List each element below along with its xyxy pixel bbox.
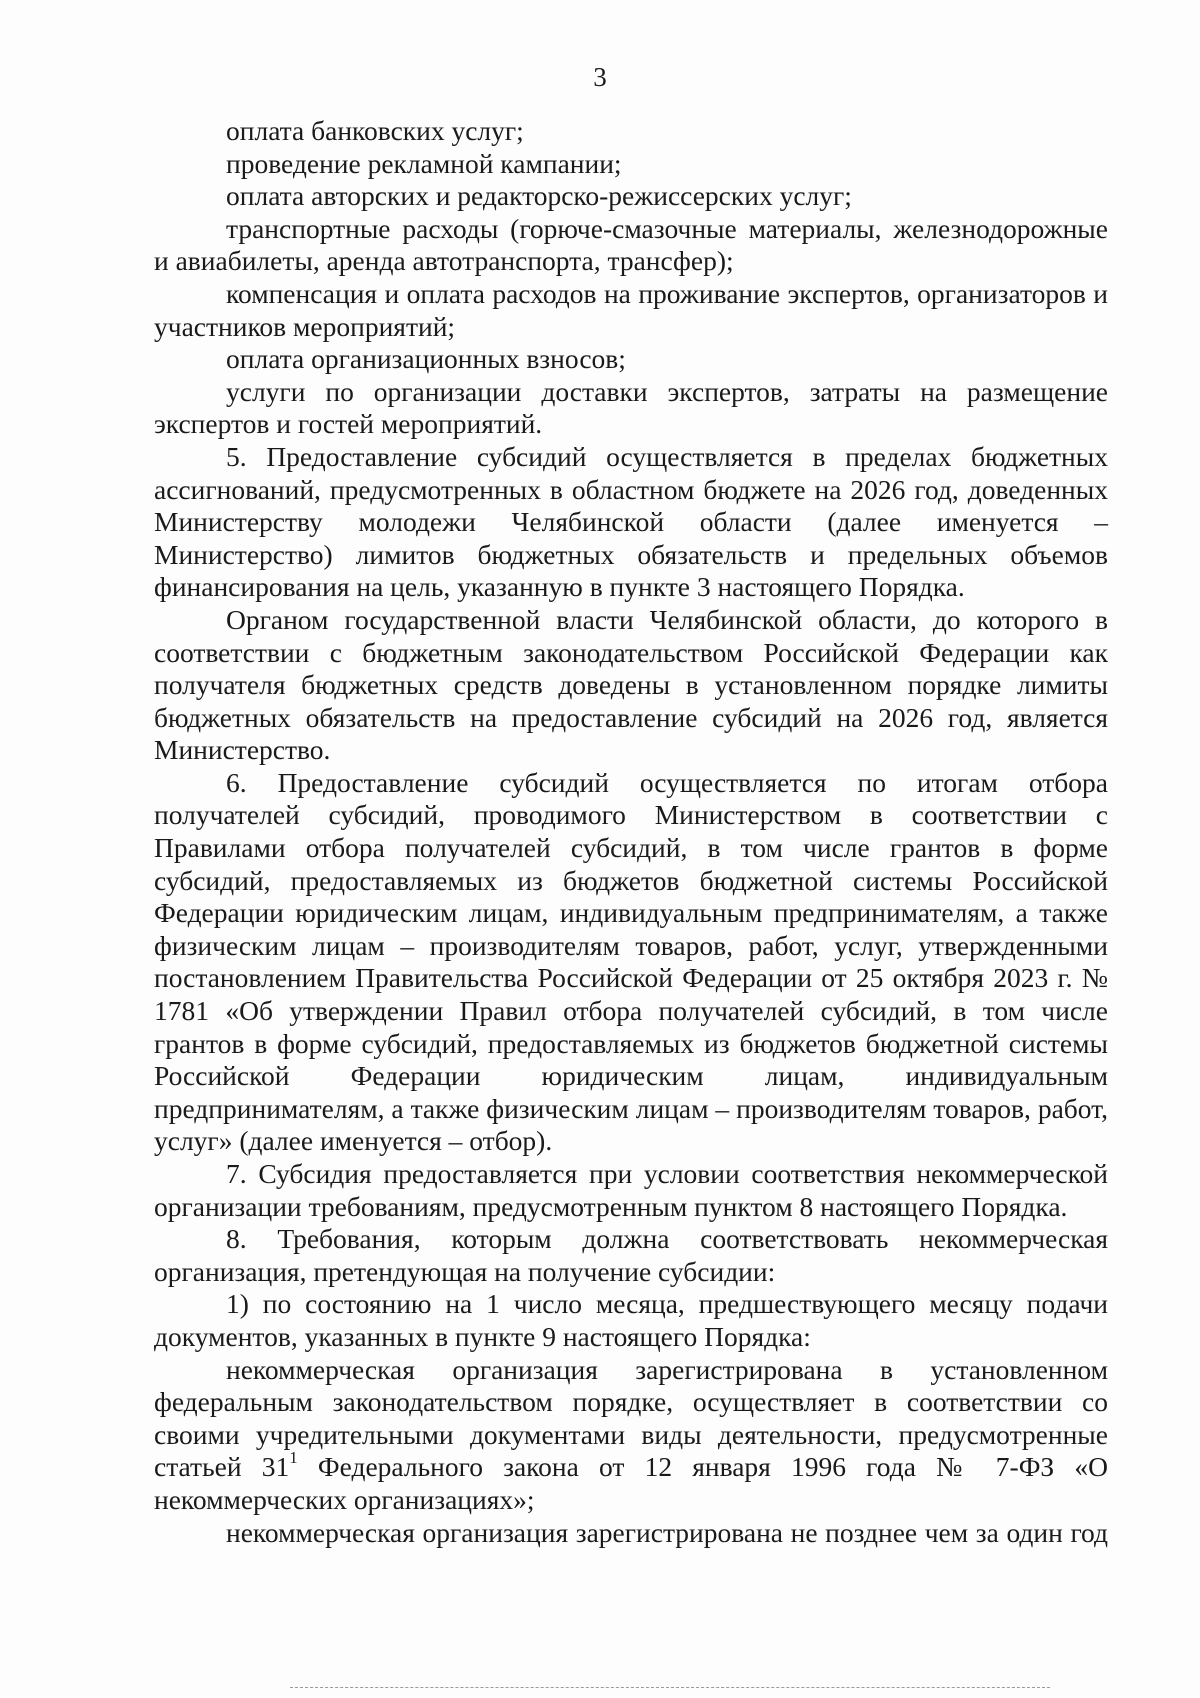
paragraph-registration bbox=[154, 1354, 1108, 1517]
paragraph: оплата организационных взносов; bbox=[226, 343, 626, 375]
page-edge-line bbox=[290, 1687, 1050, 1688]
paragraph-text: некоммерческая организация зарегистрирована в установленном федеральным законодательством порядке, осуществляет в соответствии со своими учредительными документами виды деятельности, предусмотренные статьей 31 bbox=[154, 1353, 1108, 1483]
page-number: 3 bbox=[593, 62, 607, 92]
paragraph-continued: некоммерческая организация зарегистрирована не позднее чем за один год bbox=[226, 1516, 1108, 1548]
paragraph: проведение рекламной кампании; bbox=[226, 147, 622, 179]
document-body bbox=[154, 115, 1108, 1549]
paragraph-item-8: 8. Требования, которым должна соответствовать некоммерческая организация, претендующая на получение субсидии: bbox=[154, 1223, 1108, 1287]
paragraph-subitem-1: 1) по состоянию на 1 число месяца, предшествующего месяцу подачи документов, указанных в пункте 9 настоящего Порядка: bbox=[154, 1288, 1108, 1352]
paragraph: транспортные расходы (горюче-смазочные материалы, железнодорожные и авиабилеты, аренда автотранспорта, трансфер); bbox=[154, 212, 1108, 277]
superscript: 1 bbox=[289, 1448, 298, 1468]
paragraph-text: Федерального закона от 12 января 1996 года № 7-ФЗ «О некоммерческих организациях»; bbox=[154, 1451, 1108, 1515]
paragraph-item-6: 6. Предоставление субсидий осуществляется по итогам отбора получателей субсидий, проводимого Министерством в соответствии с Правилами отбора получателей субсидий, в том числе грантов в форме субсидий, предоставляемых из бюджетов бюджетной системы Российской Федерации юридическим лицам, индивидуальным предпринимателям, а также физическим лицам – производителям товаров, работ, услуг, утвержденными постановлением Правительства Российской Федерации от 25 октября 2023 г. № 1781 «Об утверждении Правил отбора получателей субсидий, в том числе грантов в форме субсидий, предоставляемых из бюджетов бюджетной системы Российской Федерации юридическим лицам, индивидуальным предпринимателям, а также физическим лицам – производителям товаров, работ, услуг» (далее именуется – отбор). bbox=[154, 766, 1108, 1157]
paragraph-item-5: 5. Предоставление субсидий осуществляется в пределах бюджетных ассигнований, предусмотренных в областном бюджете на 2026 год, доведенных Министерству молодежи Челябинской области (далее именуется – Министерство) лимитов бюджетных обязательств и предельных объемов финансирования на цель, указанную в пункте 3 настоящего Порядка. bbox=[154, 440, 1108, 603]
paragraph: услуги по организации доставки экспертов, затраты на размещение экспертов и гостей мероприятий. bbox=[154, 375, 1108, 440]
paragraph: компенсация и оплата расходов на проживание экспертов, организаторов и участников мероприятий; bbox=[154, 277, 1108, 342]
paragraph: Органом государственной власти Челябинской области, до которого в соответствии с бюджетным законодательством Российской Федерации как получателя бюджетных средств доведены в установленном порядке лимиты бюджетных обязательств на предоставление субсидий на 2026 год, является Министерство. bbox=[154, 603, 1108, 766]
paragraph-item-7: 7. Субсидия предоставляется при условии соответствия некоммерческой организации требованиям, предусмотренным пунктом 8 настоящего Порядка. bbox=[154, 1158, 1108, 1222]
paragraph: оплата авторских и редакторско-режиссерских услуг; bbox=[226, 180, 852, 212]
paragraph: оплата банковских услуг; bbox=[226, 115, 524, 146]
